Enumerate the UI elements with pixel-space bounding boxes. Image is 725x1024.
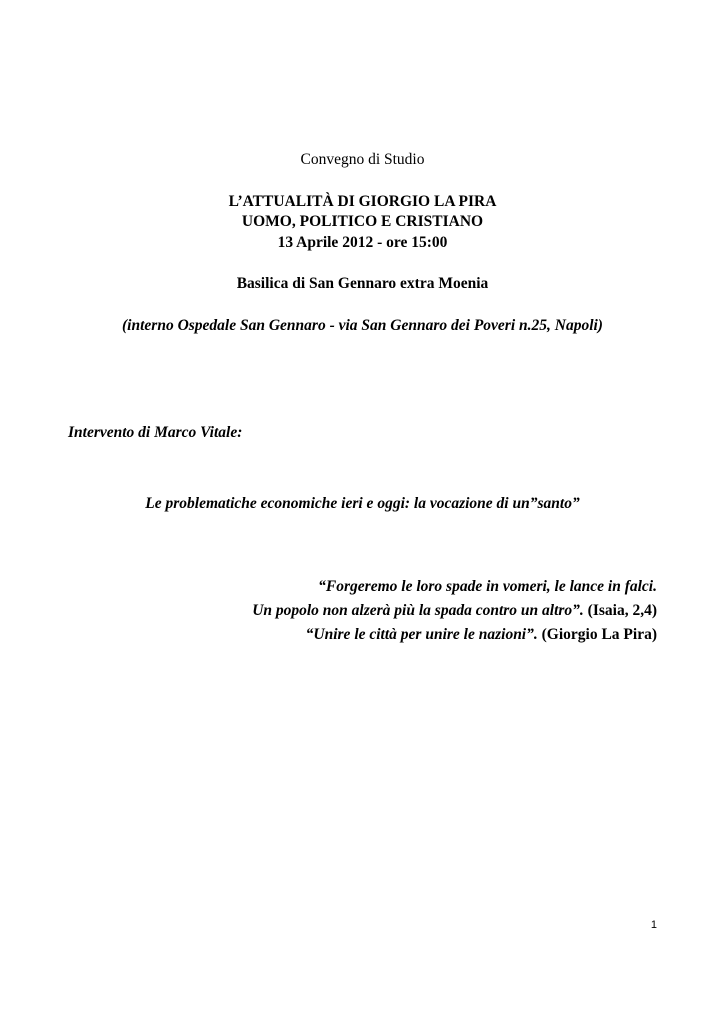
quote-line-1 xyxy=(0,577,657,597)
quote-source: (Giorgio La Pira) xyxy=(541,626,657,643)
quote-line-3 xyxy=(0,625,657,645)
title-line-2: UOMO, POLITICO E CRISTIANO xyxy=(241,213,484,230)
quote-source: (Isaia, 2,4) xyxy=(587,602,657,619)
venue-address: (interno Ospedale San Gennaro - via San Gennaro dei Poveri n.25, Napoli) xyxy=(122,317,603,334)
event-venue: Basilica di San Gennaro extra Moenia xyxy=(236,275,489,292)
event-type: Convegno di Studio xyxy=(300,151,425,168)
quote-text: Un popolo non alzerà più la spada contro un altro”. xyxy=(252,602,584,619)
title-line-1: L’ATTUALITÀ DI GIORGIO LA PIRA xyxy=(228,193,497,210)
event-date-time: 13 Aprile 2012 - ore 15:00 xyxy=(277,234,448,251)
quote-text: “Unire le città per unire le nazioni”. xyxy=(305,626,538,643)
quote-text: “Forgeremo le loro spade in vomeri, le lance in falci. xyxy=(318,578,657,595)
page-number: 1 xyxy=(650,919,657,931)
speaker-line: Intervento di Marco Vitale: xyxy=(68,424,243,441)
quote-line-2 xyxy=(0,601,657,621)
talk-subject: Le problematiche economiche ieri e oggi: la vocazione di un”santo” xyxy=(145,495,580,512)
